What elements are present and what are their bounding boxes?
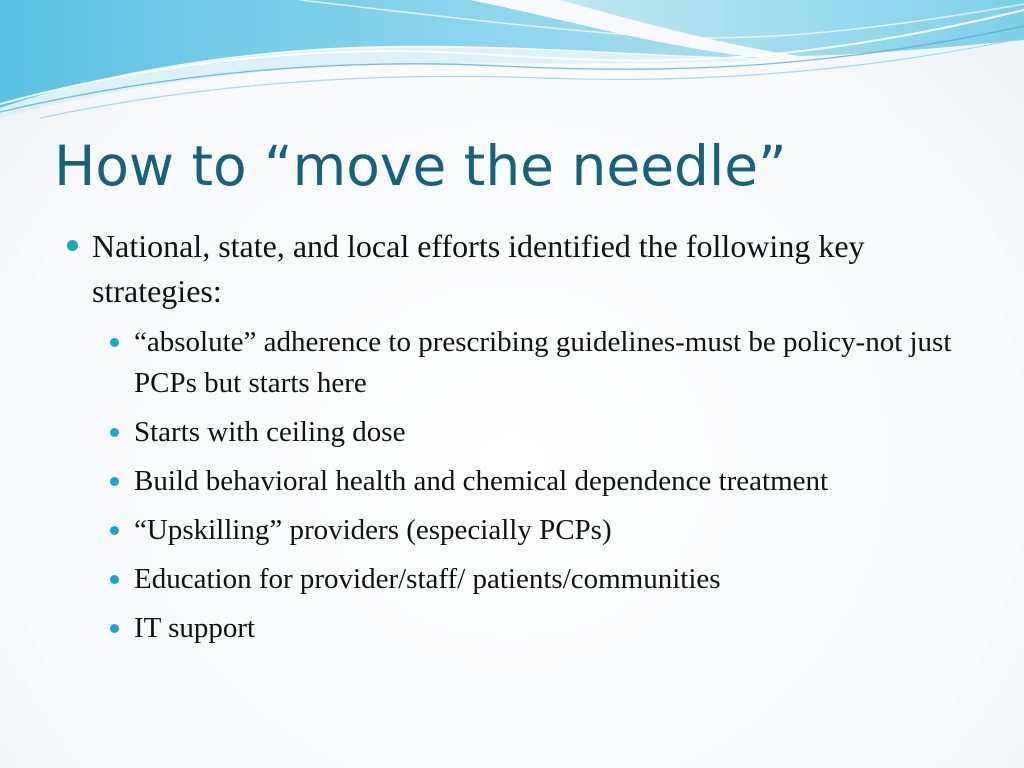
strategy-text: Build behavioral health and chemical dependence treatment: [134, 465, 829, 497]
main-bullet-item: [64, 224, 964, 314]
strategy-item: [106, 412, 964, 453]
bullet-dot-icon: [67, 240, 78, 251]
slide-content: [64, 224, 964, 657]
strategy-text: “absolute” adherence to prescribing guidelines-must be policy-not just PCPs but starts here: [134, 326, 952, 399]
bullet-dot-icon: [110, 477, 119, 486]
strategy-item: [106, 559, 964, 600]
strategy-text: Starts with ceiling dose: [134, 416, 406, 448]
bullet-dot-icon: [110, 526, 119, 535]
strategy-item: [106, 322, 964, 404]
bullet-dot-icon: [110, 575, 119, 584]
slide-title: How to “move the needle”: [54, 134, 787, 198]
strategy-text: “Upskilling” providers (especially PCPs): [134, 514, 612, 546]
main-bullet-text: National, state, and local efforts identified the following key strategies:: [92, 228, 865, 309]
strategy-item: [106, 510, 964, 551]
bullet-dot-icon: [110, 428, 119, 437]
bullet-dot-icon: [110, 338, 119, 347]
bullet-dot-icon: [110, 624, 119, 633]
strategy-text: IT support: [134, 612, 256, 644]
strategy-item: [106, 608, 964, 649]
wave-header-decoration: [0, 0, 1024, 130]
strategy-text: Education for provider/staff/ patients/communities: [134, 563, 721, 595]
strategy-list: [64, 322, 964, 649]
strategy-item: [106, 461, 964, 502]
